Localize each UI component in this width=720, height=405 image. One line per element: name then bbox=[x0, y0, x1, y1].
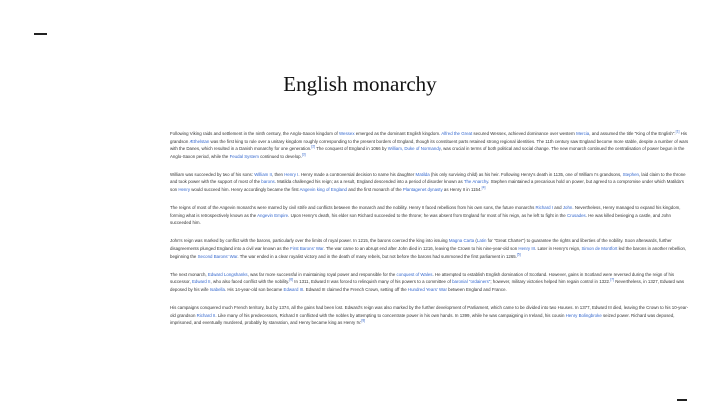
article-paragraph bbox=[170, 304, 690, 327]
wiki-link[interactable]: Latin bbox=[476, 238, 487, 244]
body-text: Following Viking raids and settlement in the ninth century, the Anglo-Saxon kingdom of bbox=[170, 131, 339, 136]
body-text: continued to develop. bbox=[258, 153, 302, 159]
page-title: English monarchy bbox=[283, 72, 437, 96]
body-text: In 1311, Edward II was forced to relinquish many of his powers to a committee of bbox=[293, 279, 453, 285]
corner-mark-bottom-right bbox=[677, 399, 687, 401]
wiki-link[interactable]: Matilda bbox=[415, 171, 430, 177]
body-text: , then bbox=[272, 171, 285, 177]
wiki-link[interactable]: Isabella bbox=[209, 286, 225, 292]
body-text: and the first monarch of the bbox=[346, 187, 403, 193]
wiki-link[interactable]: Wessex bbox=[338, 131, 355, 136]
article-paragraph bbox=[170, 204, 690, 227]
wiki-link[interactable]: The Anarchy bbox=[463, 179, 489, 185]
body-text: . Later in Henry's reign, bbox=[535, 246, 582, 252]
body-text: (his only surviving child) as his heir. Following Henry's death in 1135, one of William I's grandsons, bbox=[429, 171, 623, 177]
body-text: . He attempted to establish English domination of Scotland. However, gains in Scotland were reversed during the reign of his successor, bbox=[170, 271, 675, 285]
body-text: was the first king to rule over a unitary kingdom roughly corresponding to the present borders of England, though its constituent parts retained strong regional identities. The 11th century saw England become more stable, despite a number of wars with the Danes, which resulted in a Danish monarchy for one generation. bbox=[170, 138, 689, 152]
wiki-link[interactable]: Edward II bbox=[191, 279, 211, 285]
wiki-link[interactable]: Edward III bbox=[283, 286, 304, 292]
body-text: . The war ended in a clear royalist victory and in the death of many rebels, but not before the barons had summoned the first parliament in 1265. bbox=[237, 253, 517, 259]
wiki-link[interactable]: Angevin king of England bbox=[299, 187, 347, 193]
wiki-link[interactable]: Richard II bbox=[196, 312, 216, 318]
wiki-link[interactable]: Plantagenet dynasty bbox=[402, 187, 443, 193]
body-text: . Upon Henry's death, his elder son Richard succeeded to the throne; he was absent from England for most of his reign, as he left to fight in the bbox=[288, 212, 567, 218]
wiki-link[interactable]: William II bbox=[254, 171, 272, 177]
article-paragraph bbox=[170, 171, 690, 194]
body-text: . Like many of his predecessors, Richard II conflicted with the nobles by attempting to concentrate power in his own hands. In 1399, while he was campaigning in Ireland, his cousin bbox=[215, 312, 566, 318]
article-paragraph bbox=[170, 130, 690, 160]
body-text: seized power. Richard was deposed, imprisoned, and eventually murdered, probably by starvation, and Henry became king as Henry IV. bbox=[170, 312, 675, 326]
body-text: . Stephen maintained a precarious hold on power, but agreed to a compromise under which Matilda's son bbox=[170, 179, 684, 193]
body-text: and bbox=[553, 205, 563, 211]
body-text: would succeed him. Henry accordingly became the first bbox=[190, 187, 300, 193]
wiki-link[interactable]: Feudal System bbox=[229, 153, 259, 159]
body-text: between England and France. bbox=[446, 286, 507, 292]
wiki-link[interactable]: Angevin Empire bbox=[257, 212, 289, 218]
body-text: William was succeeded by two of his sons: bbox=[170, 171, 255, 177]
body-text: , was crucial in terms of both political and social change. The new monarch continued the centralisation of power begun in the Anglo-Saxon period, while the bbox=[170, 146, 685, 159]
body-text: . He was killed besieging a castle, and John succeeded him. bbox=[170, 212, 671, 226]
wiki-link[interactable]: First Barons' War bbox=[290, 246, 324, 252]
body-text: Nevertheless, in 1327, Edward was deposed by his wife bbox=[170, 279, 685, 292]
wiki-link[interactable]: Second Barons' War bbox=[197, 253, 238, 259]
wiki-link[interactable]: Richard I bbox=[535, 205, 554, 211]
body-text: His campaigns conquered much French territory, but by 1374, all the gains had been lost. Edward's reign was also marked by the further development of Parliament, which came to be divided into two Houses. In 1377, Edward III died, leaving the Crown to his 10-year-old grandson bbox=[170, 305, 689, 318]
body-text: , who also faced conflict with the nobility. bbox=[210, 279, 290, 285]
body-text: . His 14-year-old son became bbox=[224, 286, 284, 292]
wiki-link[interactable]: Hundred Years' War bbox=[407, 286, 447, 292]
body-text: secured Wessex, achieved dominance over western bbox=[472, 131, 577, 136]
wiki-link[interactable]: barons bbox=[261, 179, 275, 185]
corner-mark-top-left bbox=[34, 33, 47, 35]
citation-link[interactable]: [4] bbox=[481, 185, 486, 190]
wiki-link[interactable]: Henry III bbox=[518, 246, 535, 252]
wiki-link[interactable]: William, Duke of Normandy bbox=[387, 146, 441, 152]
citation-link[interactable]: [7] bbox=[610, 277, 614, 282]
wiki-link[interactable]: Henry bbox=[178, 187, 191, 193]
wiki-link[interactable]: baronial "ordainers" bbox=[452, 279, 491, 285]
wiki-link[interactable]: Henry Bolingbroke bbox=[565, 312, 602, 318]
wiki-link[interactable]: John bbox=[562, 205, 573, 211]
body-text: , laid claim to the throne and took power with the support of most of the bbox=[170, 171, 686, 185]
body-text: . Henry made a controversial decision to name his daughter bbox=[298, 171, 416, 177]
wiki-link[interactable]: Mercia bbox=[576, 131, 590, 136]
body-text: , and assumed the title "King of the English". bbox=[589, 131, 676, 136]
body-text: ( bbox=[474, 238, 477, 244]
body-text: The next monarch, bbox=[170, 271, 208, 277]
article-paragraph bbox=[170, 271, 690, 294]
wiki-link[interactable]: Crusades bbox=[566, 212, 586, 218]
citation-link[interactable]: [6] bbox=[289, 277, 294, 282]
wiki-link[interactable]: Stephen bbox=[622, 171, 639, 177]
citation-link[interactable]: [1] bbox=[675, 129, 680, 134]
body-text: . Matilda challenged his reign; as a result, England descended into a period of disorder known as bbox=[274, 179, 464, 185]
citation-link[interactable]: [2] bbox=[311, 144, 316, 149]
citation-link[interactable]: [5] bbox=[516, 252, 521, 257]
citation-link[interactable]: [8] bbox=[361, 318, 366, 323]
body-text: as Henry II in 1154. bbox=[442, 187, 482, 193]
body-text: His grandson bbox=[170, 131, 687, 144]
body-text: . Edward III claimed the French Crown, setting off the bbox=[303, 286, 408, 292]
article-body bbox=[170, 130, 690, 337]
citation-link[interactable]: [3] bbox=[301, 152, 306, 157]
wiki-link[interactable]: Magna Carta bbox=[448, 238, 475, 244]
wiki-link[interactable]: Simon de Montfort bbox=[581, 246, 618, 252]
body-text: . Nevertheless, Henry managed to expand his kingdom, forming what is retrospectively known as the bbox=[170, 205, 681, 218]
body-text: for "Great Charter") to guarantee the rights and liberties of the nobility. Soon afterwards, further disagreements plunged England into a civil war known as the bbox=[170, 238, 672, 252]
article-paragraph bbox=[170, 237, 690, 260]
body-text: ; however, military victories helped him regain control in 1322. bbox=[490, 279, 611, 285]
body-text: emerged as the dominant English kingdom. bbox=[354, 131, 442, 136]
wiki-link[interactable]: Edward Longshanks bbox=[207, 271, 248, 277]
wiki-link[interactable]: Æthelstan bbox=[189, 138, 210, 144]
wiki-link[interactable]: Alfred the Great bbox=[441, 131, 473, 136]
body-text: John's reign was marked by conflict with the barons, particularly over the limits of royal power. In 1215, the barons coerced the king into issuing bbox=[170, 238, 449, 244]
body-text: The conquest of England in 1066 by bbox=[315, 146, 388, 152]
body-text: . The war came to an abrupt end after John died in 1216, leaving the Crown to his nine-year-old son bbox=[323, 246, 519, 252]
wiki-link[interactable]: Henry I bbox=[284, 171, 299, 177]
wiki-link[interactable]: conquest of Wales bbox=[396, 271, 433, 277]
body-text: led the barons in another rebellion, beginning the bbox=[170, 246, 687, 259]
body-text: , was far more successful in maintaining royal power and responsible for the bbox=[247, 271, 397, 277]
body-text: The reigns of most of the Angevin monarchs were marred by civil strife and conflicts between the monarch and the nobility. Henry II faced rebellions from his own sons, the future monarchs bbox=[170, 205, 536, 211]
